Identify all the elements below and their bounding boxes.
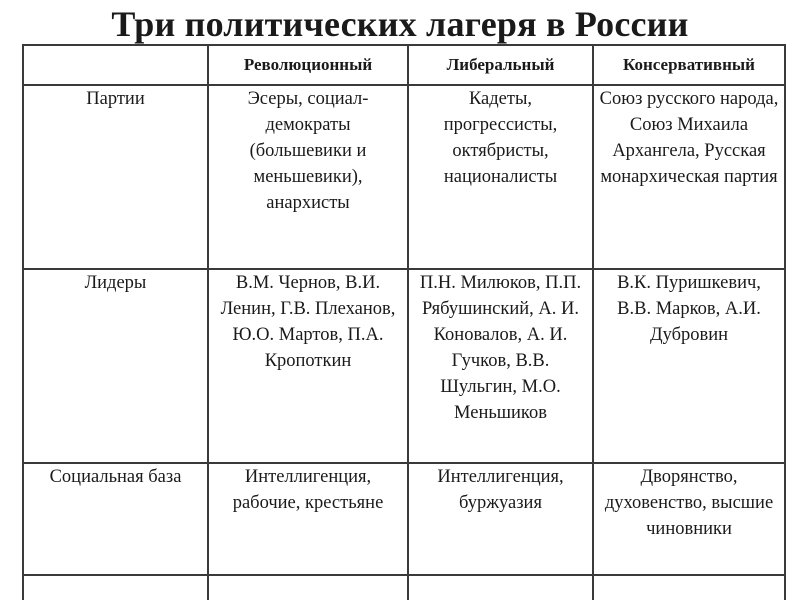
cell-leaders-revolutionary: В.М. Чернов, В.И. Ленин, Г.В. Плеханов, Ю.О. Мартов, П.А. Кропоткин: [208, 269, 408, 463]
cell-parties-conservative: Союз русского народа, Союз Михаила Архангела, Русская монархическая партия: [593, 85, 785, 269]
cell-social-liberal: Интеллигенция, буржуазия: [408, 463, 593, 575]
cell-parties-liberal: Кадеты, прогрессисты, октябристы, националисты: [408, 85, 593, 269]
cut-off-cell: [208, 575, 408, 600]
cell-social-conservative: Дворянство, духовенство, высшие чиновники: [593, 463, 785, 575]
table-row-leaders: [23, 269, 785, 463]
cell-social-revolutionary: Интеллигенция, рабочие, крестьяне: [208, 463, 408, 575]
header-revolutionary: Революционный: [208, 45, 408, 85]
cut-off-cell: [408, 575, 593, 600]
table-row-cut-off: [23, 575, 785, 600]
cell-parties-revolutionary: Эсеры, социал-демократы (большевики и меньшевики), анархисты: [208, 85, 408, 269]
row-label-social-base: Социальная база: [23, 463, 208, 575]
row-label-parties: Партии: [23, 85, 208, 269]
table-header-row: [23, 45, 785, 85]
page-title: Три политических лагеря в России: [111, 4, 689, 44]
cut-off-cell: [23, 575, 208, 600]
cell-leaders-liberal: П.Н. Милюков, П.П. Рябушинский, А. И. Коновалов, А. И. Гучков, В.В. Шульгин, М.О. Меньшиков: [408, 269, 593, 463]
political-camps-table: [22, 44, 786, 600]
header-empty-cell: [23, 45, 208, 85]
table-row-parties: [23, 85, 785, 269]
table-row-social-base: [23, 463, 785, 575]
cut-off-cell: [593, 575, 785, 600]
cell-leaders-conservative: В.К. Пуришкевич, В.В. Марков, А.И. Дубровин: [593, 269, 785, 463]
header-liberal: Либеральный: [408, 45, 593, 85]
row-label-leaders: Лидеры: [23, 269, 208, 463]
header-conservative: Консервативный: [593, 45, 785, 85]
